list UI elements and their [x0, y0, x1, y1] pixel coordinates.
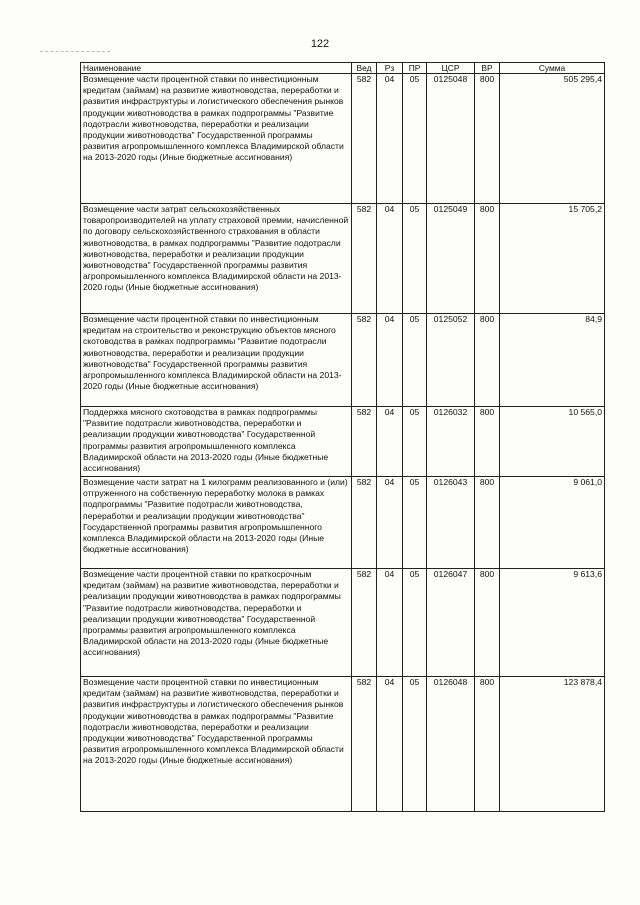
row-csr: 0126048	[427, 677, 475, 812]
table-row	[81, 204, 605, 314]
row-vr: 800	[475, 477, 500, 569]
row-sum: 10 565,0	[500, 407, 605, 477]
row-name: Возмещение части процентной ставки по краткосрочным кредитам (займам) на развитие животноводства, переработки и реализации продукции животноводства в рамках подпрограммы "Развитие подотрасли животноводства, переработки и реализации продукции животноводства" Государственной программы развития агропромышленного комплекса Владимирской области на 2013-2020 годы (Иные бюджетные ассигнования)	[81, 569, 352, 677]
row-csr: 0126032	[427, 407, 475, 477]
row-vr: 800	[475, 569, 500, 677]
row-vr: 800	[475, 74, 500, 204]
row-pr: 05	[403, 74, 427, 204]
page-number: 122	[310, 38, 330, 50]
row-name: Возмещение части затрат сельскохозяйственных товаропроизводителей на уплату страховой премии, начисленной по договору сельскохозяйственного страхования в области животноводства, в рамках подпрограммы "Развитие подотрасли животноводства, переработки и реализации продукции животноводства" Государственной программы развития агропромышленного комплекса Владимирской области на 2013-2020 годы (Иные бюджетные ассигнования)	[81, 204, 352, 314]
row-vr: 800	[475, 314, 500, 407]
row-rz: 04	[377, 677, 403, 812]
table-row	[81, 477, 605, 569]
table-row	[81, 407, 605, 477]
row-sum: 123 878,4	[500, 677, 605, 812]
row-rz: 04	[377, 569, 403, 677]
row-ved: 582	[352, 569, 377, 677]
table-row	[81, 74, 605, 204]
row-pr: 05	[403, 204, 427, 314]
row-name: Возмещение части процентной ставки по инвестиционным кредитам (займам) на развитие животноводства, переработки и развития инфраструктуры и логистического обеспечения рынков продукции животноводства в рамках подпрограммы "Развитие подотрасли животноводства, переработки и реализации продукции животноводства" Государственной программы развития агропромышленного комплекса Владимирской области на 2013-2020 годы (Иные бюджетные ассигнования)	[81, 74, 352, 204]
row-csr: 0126047	[427, 569, 475, 677]
row-pr: 05	[403, 314, 427, 407]
row-ved: 582	[352, 204, 377, 314]
header-csr: ЦСР	[427, 63, 475, 74]
row-vr: 800	[475, 204, 500, 314]
row-vr: 800	[475, 407, 500, 477]
row-sum: 9 613,6	[500, 569, 605, 677]
row-csr: 0126043	[427, 477, 475, 569]
row-csr: 0125052	[427, 314, 475, 407]
row-pr: 05	[403, 477, 427, 569]
header-sum: Сумма	[500, 63, 605, 74]
header-vr: ВР	[475, 63, 500, 74]
row-pr: 05	[403, 407, 427, 477]
row-csr: 0125049	[427, 204, 475, 314]
row-csr: 0125048	[427, 74, 475, 204]
table-row	[81, 677, 605, 812]
budget-table	[80, 62, 605, 812]
row-ved: 582	[352, 407, 377, 477]
row-vr: 800	[475, 677, 500, 812]
row-rz: 04	[377, 204, 403, 314]
table-row	[81, 314, 605, 407]
row-name: Возмещение части процентной ставки по инвестиционным кредитам (займам) на развитие животноводства, переработки и развития инфраструктуры и логистического обеспечения рынков продукции животноводства в рамках подпрограммы "Развитие подотрасли животноводства, переработки и реализации продукции животноводства" Государственной программы развития агропромышленного комплекса Владимирской области на 2013-2020 годы (Иные бюджетные ассигнования)	[81, 677, 352, 812]
table-header-row	[81, 63, 605, 74]
row-sum: 505 295,4	[500, 74, 605, 204]
row-sum: 15 705,2	[500, 204, 605, 314]
row-ved: 582	[352, 477, 377, 569]
row-rz: 04	[377, 74, 403, 204]
header-name: Наименование	[81, 63, 352, 74]
header-rz: Рз	[377, 63, 403, 74]
row-name: Поддержка мясного скотоводства в рамках подпрограммы "Развитие подотрасли животноводства, переработки и реализации продукции животноводства" Государственной программы развития агропромышленного комплекса Владимирской области на 2013-2020 годы (Иные бюджетные ассигнования)	[81, 407, 352, 477]
table-row	[81, 569, 605, 677]
row-pr: 05	[403, 569, 427, 677]
header-pr: ПР	[403, 63, 427, 74]
row-sum: 9 061,0	[500, 477, 605, 569]
row-sum: 84,9	[500, 314, 605, 407]
row-rz: 04	[377, 314, 403, 407]
row-ved: 582	[352, 677, 377, 812]
row-rz: 04	[377, 477, 403, 569]
row-rz: 04	[377, 407, 403, 477]
row-name: Возмещение части затрат на 1 килограмм реализованного и (или) отгруженного на собственную переработку молока в рамках подпрограммы "Развитие подотрасли животноводства, переработки и реализации продукции животноводства" Государственной программы развития агропромышленного комплекса Владимирской области на 2013-2020 годы (Иные бюджетные ассигнования)	[81, 477, 352, 569]
row-name: Возмещение части процентной ставки по инвестиционным кредитам на строительство и реконструкцию объектов мясного скотоводства в рамках подпрограммы "Развитие подотрасли животноводства, переработки и реализации продукции животноводства" Государственной программы развития агропромышленного комплекса Владимирской области на 2013-2020 годы (Иные бюджетные ассигнования)	[81, 314, 352, 407]
header-ved: Вед	[352, 63, 377, 74]
row-ved: 582	[352, 74, 377, 204]
row-pr: 05	[403, 677, 427, 812]
scan-artifact	[40, 51, 110, 54]
row-ved: 582	[352, 314, 377, 407]
